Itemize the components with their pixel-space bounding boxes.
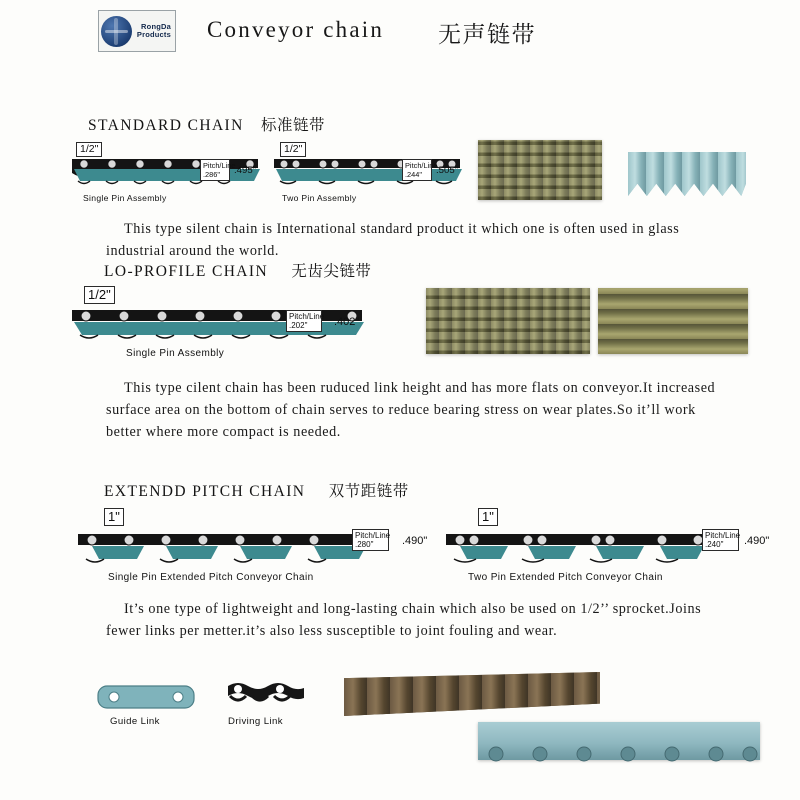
- section-heading-lo-profile-chain: [104, 259, 371, 281]
- part-driving-link: [222, 678, 310, 727]
- diagram-two-pin-extended-pitch: [438, 509, 770, 583]
- diagram-two-pin-assembly: [266, 143, 466, 205]
- section-paragraph-extended-pitch: It’s one type of lightweight and long-lasting chain which also be used on 1/2’’ sprocket.Joins fewer links per metter.it’s also less susceptible to joint fouling and wear.: [106, 601, 702, 639]
- driving-link-svg: [222, 678, 310, 712]
- part-label: Driving Link: [228, 716, 283, 727]
- pitch-line-label: Pitch/Line: [289, 312, 325, 321]
- photo-brass-chain-top-view: [478, 140, 602, 200]
- diagram-caption: Single Pin Assembly: [126, 348, 225, 359]
- pitch-dimension-top: 1/2": [280, 142, 306, 157]
- photo-teal-slat-conveyor: [628, 152, 746, 196]
- overall-dimension: .490": [744, 535, 770, 547]
- pitch-line-box: [286, 310, 325, 332]
- pitch-line-label: Pitch/Line: [705, 531, 741, 540]
- section-heading-en: LO-PROFILE CHAIN: [104, 263, 269, 280]
- overall-dimension: .402": [334, 316, 360, 328]
- diagram-caption: Single Pin Extended Pitch Conveyor Chain: [108, 572, 314, 583]
- diagram-caption: Two Pin Extended Pitch Conveyor Chain: [468, 572, 663, 583]
- pitch-line-value: .244": [405, 170, 423, 179]
- diagram-single-pin-extended-pitch: [70, 509, 428, 583]
- photo-rusty-roller-chain: [344, 672, 600, 716]
- pitch-dimension-top: 1/2": [76, 142, 102, 157]
- pitch-line-value: .202": [289, 321, 308, 330]
- photo-brass-chain-rows: [426, 288, 590, 354]
- section-heading-cn: 无齿尖链带: [291, 263, 372, 280]
- diagram-single-pin-assembly: [64, 143, 264, 205]
- pitch-line-box: [402, 159, 438, 181]
- photo-brass-roller-chain: [598, 288, 748, 354]
- part-guide-link: [96, 682, 196, 727]
- page-header: [0, 0, 800, 64]
- section-heading-en: EXTENDD PITCH CHAIN: [104, 483, 306, 500]
- pitch-line-value: .280": [355, 540, 374, 549]
- diagram-single-pin-assembly-loprofile: [64, 288, 394, 358]
- pitch-line-value: .286": [203, 170, 221, 179]
- page-title-cn: 无声链带: [438, 22, 536, 47]
- brand-name: RongDa Products: [136, 21, 171, 39]
- page-title: Conveyor chain: [207, 17, 385, 42]
- overall-dimension: .505": [436, 165, 459, 176]
- section-paragraph-lo-profile: This type cilent chain has been ruduced link height and has more flats on conveyor.It increased surface area on the bottom of chain serves to reduce bearing stress on wear plates.So it’ll work better where more compact is needed.: [106, 380, 716, 440]
- section-heading-extended-pitch-chain: [104, 479, 409, 501]
- pitch-dimension-top: 1": [478, 508, 498, 526]
- pitch-line-label: Pitch/Line: [355, 531, 391, 540]
- diagram-caption: Single Pin Assembly: [83, 193, 167, 203]
- brand-logo: [98, 10, 176, 52]
- plate-conveyor-rollers-svg: [478, 744, 760, 772]
- section-heading-cn: 双节距链带: [328, 483, 409, 500]
- section-heading-en: STANDARD CHAIN: [88, 117, 244, 134]
- diagram-caption: Two Pin Assembly: [282, 193, 357, 203]
- pitch-line-box: [200, 159, 236, 181]
- section-heading-standard-chain: [88, 113, 325, 135]
- pitch-line-box: [352, 529, 389, 551]
- pitch-dimension-top: 1/2": [84, 286, 115, 304]
- overall-dimension: .495": [234, 165, 257, 176]
- pitch-line-box: [702, 529, 739, 551]
- pitch-line-label: Pitch/Line: [203, 161, 236, 170]
- globe-icon: [101, 16, 132, 47]
- pitch-dimension-top: 1": [104, 508, 124, 526]
- guide-link-svg: [96, 682, 196, 712]
- part-label: Guide Link: [110, 716, 160, 727]
- pitch-line-value: .240": [705, 540, 724, 549]
- pitch-line-label: Pitch/Line: [405, 161, 438, 170]
- section-paragraph-standard: This type silent chain is International standard product it which one is often used in glass industrial around the world.: [106, 221, 680, 259]
- overall-dimension: .490": [402, 535, 428, 547]
- section-heading-cn: 标准链带: [261, 117, 326, 134]
